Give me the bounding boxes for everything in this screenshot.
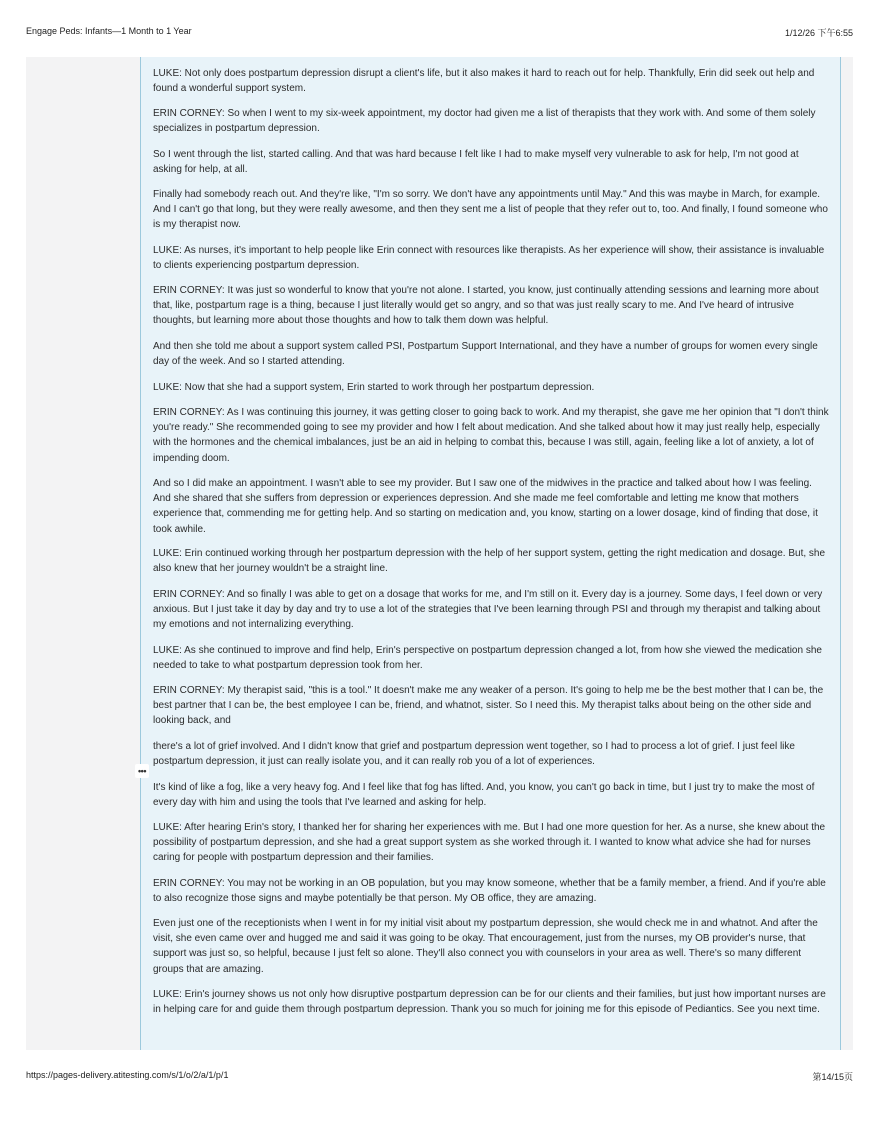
transcript-paragraph: Even just one of the receptionists when I went in for my initial visit about my postpartum depression, she would check me in and whatnot. And after the visit, she even came over and hugged me and said it was going to be okay. That encouragement, just from the nurses, my OB provider's nurse, that support was just so, so helpful, because I just felt so alone. They'll also connect you with counselors in your area as well. There's so many different groups that are amazing. [153,918,818,975]
transcript-paragraph: there's a lot of grief involved. And I didn't know that grief and postpartum depression went together, so I had to process a lot of grief. I just feel like postpartum depression, it just can really isolate you, and it can really rob you of a lot of experiences. [153,741,795,768]
transcript-paragraph: LUKE: Not only does postpartum depression disrupt a client's life, but it also makes it hard to reach out for help. Thankfully, Erin did seek out help and found a wonderful support system. [153,68,815,95]
transcript-paragraph: ERIN CORNEY: And so finally I was able to get on a dosage that works for me, and I'm still on it. Every day is a journey. Some days, I feel down or very anxious. But I just take it day by day and try to use a lot of the strategies that I've been learning through PSI and through my therapist and talking about my emotions and not internalizing everything. [153,589,823,631]
transcript-paragraph: LUKE: Now that she had a support system, Erin started to work through her postpartum depression. [153,382,595,393]
more-options-icon[interactable]: ••• [135,764,149,778]
page-url: https://pages-delivery.atitesting.com/s/1/o/2/a/1/p/1 [26,1070,229,1080]
transcript-paragraph: LUKE: Erin continued working through her postpartum depression with the help of her support system, getting the right medication and dosage. But, she also knew that her journey wouldn't be a straight line. [153,548,826,575]
transcript-paragraph: LUKE: Erin's journey shows us not only how disruptive postpartum depression can be for our clients and their families, but just how important nurses are in helping care for and guide them through postpartum depression. Thank you so much for joining me for this episode of Pediantics. See you next time. [153,989,826,1016]
transcript-paragraph: ERIN CORNEY: My therapist said, "this is a tool." It doesn't make me any weaker of a person. It's going to help me be the best mother that I can be, the best partner that I can be, the best employee I can be, friend, and whatnot, sister. So I need this. My therapist talks about being on the other side and looking back, and [153,685,824,727]
transcript-paragraph: LUKE: After hearing Erin's story, I thanked her for sharing her experiences with me. But I had one more question for her. As a nurse, she knew about the possibility of postpartum depression, and she had a great support system as she worked through it. I wanted to know what advice she had for nurses caring for people with postpartum depression and their families. [153,822,826,864]
transcript-paragraph: ERIN CORNEY: It was just so wonderful to know that you're not alone. I started, you know, just continually attending sessions and learning more about that, like, postpartum rage is a thing, because I just literally would get so angry, and so that was just really scary to me. And I've heard of intrusive thoughts, but learning more about those thoughts and how to talk them down was helpful. [153,285,819,327]
page-number: 第14/15页 [812,1072,853,1082]
transcript-paragraph: LUKE: As nurses, it's important to help people like Erin connect with resources like therapists. As her experience will show, their assistance is invaluable to clients experiencing postpartum depression. [153,245,825,272]
print-footer [26,1070,853,1083]
transcript-paragraph: And then she told me about a support system called PSI, Postpartum Support International, and they have a number of groups for women every single day of the week. And so I started attending. [153,341,818,368]
print-datetime: 1/12/26 下午6:55 [784,28,853,38]
transcript-paragraph: Finally had somebody reach out. And they're like, "I'm so sorry. We don't have any appointments until May." And this was maybe in March, for example. And I can't go that long, but they were really awesome, and then they sent me a list of people that they refer out to, too. And finally, I found someone who is my therapist now. [153,189,828,231]
transcript-paragraph: It's kind of like a fog, like a very heavy fog. And I feel like that fog has lifted. And, you know, you can't go back in time, but I just try to make the most of every day with him and using the tools that I've learned and asking for help. [153,782,815,809]
transcript-paragraph: ERIN CORNEY: You may not be working in an OB population, but you may know someone, whether that be a family member, a friend. And if you're able to also recognize those signs and maybe potentially be that person. My OB office, they are amazing. [153,878,826,905]
print-header [26,26,853,39]
transcript-paragraph: ERIN CORNEY: So when I went to my six-week appointment, my doctor had given me a list of therapists that they work with. And some of them solely specializes in postpartum depression. [153,108,816,135]
transcript-paragraph: And so I did make an appointment. I wasn't able to see my provider. But I saw one of the midwives in the practice and talked about how I was feeling. And she shared that she suffers from depression or experiences depression. And she made me feel comfortable and letting me know that mothers experience that, commending me for getting help. And so starting on medication and, you know, starting on a lower dosage, kind of finding that dose, it took awhile. [153,478,818,535]
transcript-paragraph: LUKE: As she continued to improve and find help, Erin's perspective on postpartum depression changed a lot, from how she viewed the medication she needed to take to what postpartum depression took from her. [153,645,822,672]
document-title: Engage Peds: Infants—1 Month to 1 Year [26,26,192,36]
transcript-paragraph: So I went through the list, started calling. And that was hard because I felt like I had to make myself very vulnerable to ask for help, I'm not good at asking for help, at all. [153,149,799,176]
transcript-paragraph: ERIN CORNEY: As I was continuing this journey, it was getting closer to going back to work. And my therapist, she gave me her opinion that "I don't think you're ready." She recommended going to see my provider and how I felt about medication. And she talked about how it may just really help, especially with the hormones and the chemical imbalances, just be an aid in helping to combat this, because I was still, again, feeling like a lot of anxiety, a lot of impending doom. [153,407,829,464]
